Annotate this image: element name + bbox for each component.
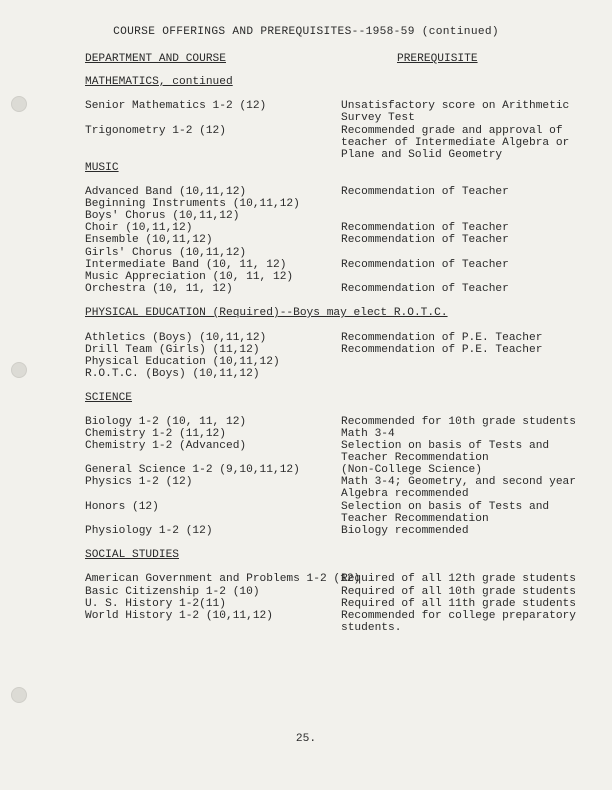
course-name: R.O.T.C. (Boys) (10,11,12) — [85, 368, 260, 380]
course-name: Physiology 1-2 (12) — [85, 525, 213, 537]
course-prerequisite: (Non-College Science) — [341, 464, 482, 476]
course-prerequisite: Recommended grade and approval of teacher of Intermediate Algebra or Plane and Solid Geometry — [341, 125, 570, 162]
course-prerequisite: Math 3-4 — [341, 428, 395, 440]
course-name: Basic Citizenship 1-2 (10) — [85, 586, 260, 598]
course-name: Biology 1-2 (10, 11, 12) — [85, 416, 247, 428]
course-name: Advanced Band (10,11,12) — [85, 186, 247, 198]
course-prerequisite: Required of all 12th grade students — [341, 573, 576, 585]
binder-hole — [11, 687, 27, 703]
course-name: Honors (12) — [85, 501, 159, 513]
course-name: World History 1-2 (10,11,12) — [85, 610, 273, 622]
course-prerequisite: Selection on basis of Tests and Teacher Recommendation — [341, 501, 550, 526]
course-name: Beginning Instruments (10,11,12) — [85, 198, 300, 210]
section-heading-physical-education: PHYSICAL EDUCATION (Required)--Boys may elect R.O.T.C. — [85, 307, 448, 319]
section-heading-mathematics: MATHEMATICS, continued — [85, 76, 233, 88]
course-name: Choir (10,11,12) — [85, 222, 193, 234]
course-prerequisite: Biology recommended — [341, 525, 469, 537]
course-name: Music Appreciation (10, 11, 12) — [85, 271, 294, 283]
course-prerequisite: Recommendation of P.E. Teacher — [341, 332, 543, 344]
course-name: Drill Team (Girls) (11,12) — [85, 344, 260, 356]
course-name: Senior Mathematics 1-2 (12) — [85, 100, 267, 112]
course-name: Orchestra (10, 11, 12) — [85, 283, 233, 295]
course-prerequisite: Selection on basis of Tests and Teacher Recommendation — [341, 440, 550, 465]
course-name: American Government and Problems 1-2 (12) — [85, 573, 361, 585]
course-name: Physical Education (10,11,12) — [85, 356, 280, 368]
course-prerequisite: Recommended for 10th grade students — [341, 416, 576, 428]
section-heading-social-studies: SOCIAL STUDIES — [85, 549, 179, 561]
course-name: Girls' Chorus (10,11,12) — [85, 247, 247, 259]
page-number: 25. — [295, 733, 317, 745]
course-prerequisite: Recommended for college preparatory students. — [341, 610, 576, 635]
course-name: Trigonometry 1-2 (12) — [85, 125, 226, 137]
column-header-course: DEPARTMENT AND COURSE — [85, 53, 226, 65]
course-prerequisite: Recommendation of P.E. Teacher — [341, 344, 543, 356]
course-prerequisite: Unsatisfactory score on Arithmetic Survey Test — [341, 100, 570, 125]
binder-hole — [11, 362, 27, 378]
course-name: General Science 1-2 (9,10,11,12) — [85, 464, 300, 476]
course-name: Physics 1-2 (12) — [85, 476, 193, 488]
column-header-prerequisite: PREREQUISITE — [397, 53, 478, 65]
course-name: Ensemble (10,11,12) — [85, 234, 213, 246]
course-prerequisite: Recommendation of Teacher — [341, 283, 509, 295]
binder-hole — [11, 96, 27, 112]
course-prerequisite: Required of all 10th grade students — [341, 586, 576, 598]
course-name: Boys' Chorus (10,11,12) — [85, 210, 240, 222]
course-name: Intermediate Band (10, 11, 12) — [85, 259, 287, 271]
course-prerequisite: Math 3-4; Geometry, and second year Algebra recommended — [341, 476, 576, 501]
course-prerequisite: Required of all 11th grade students — [341, 598, 576, 610]
course-prerequisite: Recommendation of Teacher — [341, 259, 509, 271]
course-prerequisite: Recommendation of Teacher — [341, 234, 509, 246]
course-name: Athletics (Boys) (10,11,12) — [85, 332, 267, 344]
page-title: COURSE OFFERINGS AND PREREQUISITES--1958-59 (continued) — [113, 26, 499, 38]
course-name: Chemistry 1-2 (Advanced) — [85, 440, 247, 452]
section-heading-music: MUSIC — [85, 162, 119, 174]
course-name: U. S. History 1-2(11) — [85, 598, 226, 610]
course-prerequisite: Recommendation of Teacher — [341, 186, 509, 198]
course-name: Chemistry 1-2 (11,12) — [85, 428, 226, 440]
section-heading-science: SCIENCE — [85, 392, 132, 404]
course-prerequisite: Recommendation of Teacher — [341, 222, 509, 234]
